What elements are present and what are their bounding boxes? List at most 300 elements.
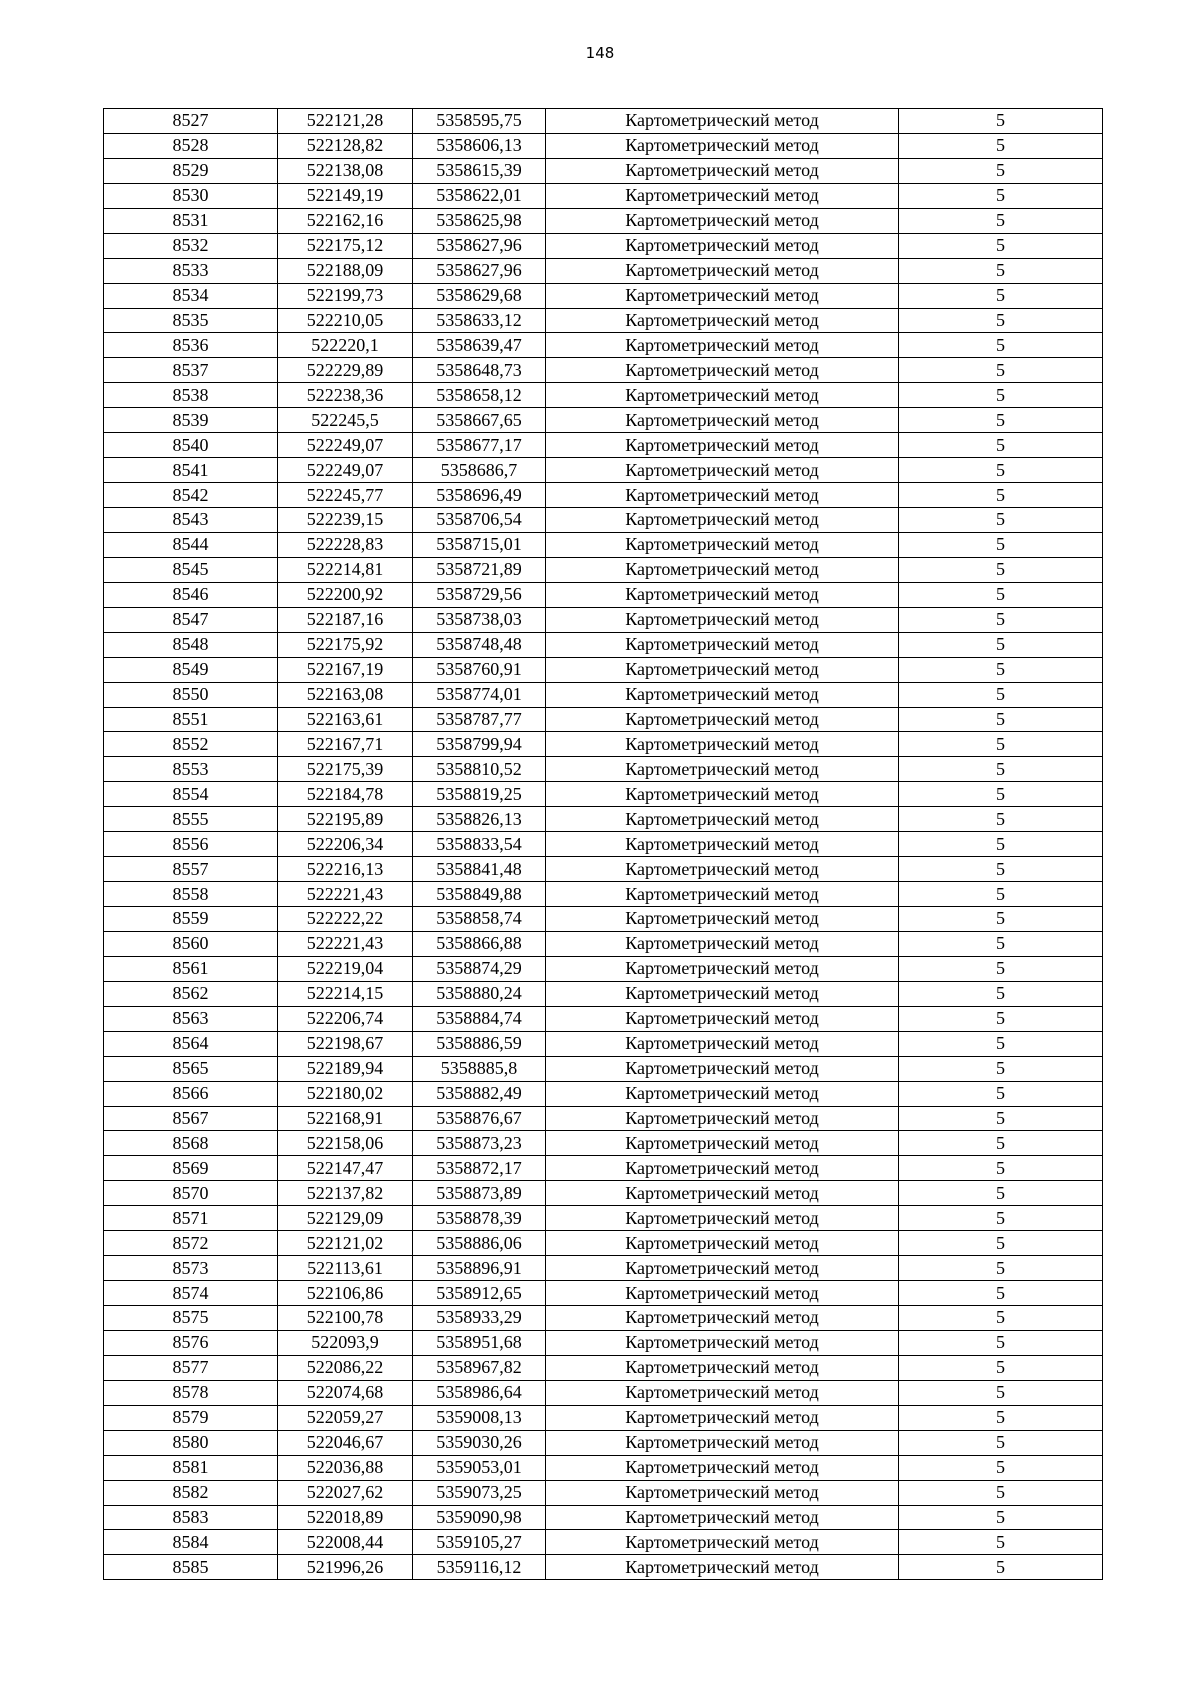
y-coordinate-cell: 5358841,48 [413,857,546,882]
x-coordinate-cell: 522180,02 [278,1081,413,1106]
accuracy-cell: 5 [899,1081,1103,1106]
table-row [104,532,1103,557]
point-number-cell: 8533 [104,258,278,283]
point-number-cell: 8573 [104,1256,278,1281]
table-row [104,1555,1103,1580]
accuracy-cell: 5 [899,607,1103,632]
accuracy-cell: 5 [899,907,1103,932]
x-coordinate-cell: 522138,08 [278,158,413,183]
point-number-cell: 8534 [104,283,278,308]
point-number-cell: 8554 [104,782,278,807]
accuracy-cell: 5 [899,757,1103,782]
point-number-cell: 8579 [104,1405,278,1430]
point-number-cell: 8537 [104,358,278,383]
y-coordinate-cell: 5358677,17 [413,433,546,458]
method-cell: Картометрический метод [546,582,899,607]
y-coordinate-cell: 5358872,17 [413,1156,546,1181]
table-row [104,1505,1103,1530]
method-cell: Картометрический метод [546,308,899,333]
method-cell: Картометрический метод [546,109,899,134]
coordinates-table [103,108,1103,1580]
accuracy-cell: 5 [899,532,1103,557]
table-row [104,557,1103,582]
method-cell: Картометрический метод [546,1380,899,1405]
x-coordinate-cell: 522149,19 [278,183,413,208]
method-cell: Картометрический метод [546,707,899,732]
accuracy-cell: 5 [899,458,1103,483]
y-coordinate-cell: 5358627,96 [413,233,546,258]
table-row [104,408,1103,433]
point-number-cell: 8543 [104,508,278,533]
point-number-cell: 8570 [104,1181,278,1206]
method-cell: Картометрический метод [546,1330,899,1355]
y-coordinate-cell: 5358774,01 [413,682,546,707]
point-number-cell: 8548 [104,632,278,657]
point-number-cell: 8561 [104,956,278,981]
y-coordinate-cell: 5358615,39 [413,158,546,183]
y-coordinate-cell: 5358886,06 [413,1231,546,1256]
x-coordinate-cell: 522199,73 [278,283,413,308]
y-coordinate-cell: 5358896,91 [413,1256,546,1281]
accuracy-cell: 5 [899,1480,1103,1505]
accuracy-cell: 5 [899,1355,1103,1380]
accuracy-cell: 5 [899,408,1103,433]
accuracy-cell: 5 [899,857,1103,882]
point-number-cell: 8575 [104,1306,278,1331]
accuracy-cell: 5 [899,1181,1103,1206]
x-coordinate-cell: 522093,9 [278,1330,413,1355]
point-number-cell: 8563 [104,1006,278,1031]
method-cell: Картометрический метод [546,208,899,233]
accuracy-cell: 5 [899,1530,1103,1555]
point-number-cell: 8555 [104,807,278,832]
point-number-cell: 8564 [104,1031,278,1056]
table-row [104,1156,1103,1181]
y-coordinate-cell: 5359105,27 [413,1530,546,1555]
method-cell: Картометрический метод [546,508,899,533]
table-row [104,1231,1103,1256]
x-coordinate-cell: 522086,22 [278,1355,413,1380]
x-coordinate-cell: 522229,89 [278,358,413,383]
table-row [104,458,1103,483]
y-coordinate-cell: 5358686,7 [413,458,546,483]
method-cell: Картометрический метод [546,1306,899,1331]
y-coordinate-cell: 5359008,13 [413,1405,546,1430]
table-row [104,981,1103,1006]
table-row [104,1306,1103,1331]
table-row [104,283,1103,308]
method-cell: Картометрический метод [546,682,899,707]
method-cell: Картометрический метод [546,1131,899,1156]
table-row [104,109,1103,134]
table-row [104,682,1103,707]
y-coordinate-cell: 5358819,25 [413,782,546,807]
point-number-cell: 8535 [104,308,278,333]
y-coordinate-cell: 5358760,91 [413,657,546,682]
y-coordinate-cell: 5358876,67 [413,1106,546,1131]
x-coordinate-cell: 522027,62 [278,1480,413,1505]
x-coordinate-cell: 522239,15 [278,508,413,533]
x-coordinate-cell: 522175,12 [278,233,413,258]
x-coordinate-cell: 522206,34 [278,832,413,857]
method-cell: Картометрический метод [546,1256,899,1281]
table-row [104,956,1103,981]
method-cell: Картометрический метод [546,532,899,557]
point-number-cell: 8553 [104,757,278,782]
accuracy-cell: 5 [899,158,1103,183]
table-row [104,1056,1103,1081]
x-coordinate-cell: 522168,91 [278,1106,413,1131]
point-number-cell: 8559 [104,907,278,932]
y-coordinate-cell: 5358706,54 [413,508,546,533]
y-coordinate-cell: 5358606,13 [413,133,546,158]
accuracy-cell: 5 [899,1206,1103,1231]
x-coordinate-cell: 522137,82 [278,1181,413,1206]
page-number: 148 [585,44,615,62]
point-number-cell: 8557 [104,857,278,882]
y-coordinate-cell: 5358629,68 [413,283,546,308]
point-number-cell: 8568 [104,1131,278,1156]
accuracy-cell: 5 [899,1156,1103,1181]
table-row [104,358,1103,383]
accuracy-cell: 5 [899,233,1103,258]
accuracy-cell: 5 [899,383,1103,408]
y-coordinate-cell: 5358912,65 [413,1281,546,1306]
table-row [104,1131,1103,1156]
x-coordinate-cell: 522195,89 [278,807,413,832]
point-number-cell: 8540 [104,433,278,458]
table-row [104,782,1103,807]
table-row [104,1455,1103,1480]
x-coordinate-cell: 522245,77 [278,483,413,508]
method-cell: Картометрический метод [546,1281,899,1306]
y-coordinate-cell: 5358696,49 [413,483,546,508]
x-coordinate-cell: 522200,92 [278,582,413,607]
method-cell: Картометрический метод [546,333,899,358]
y-coordinate-cell: 5358799,94 [413,732,546,757]
accuracy-cell: 5 [899,358,1103,383]
point-number-cell: 8528 [104,133,278,158]
accuracy-cell: 5 [899,707,1103,732]
x-coordinate-cell: 522219,04 [278,956,413,981]
table-row [104,1355,1103,1380]
y-coordinate-cell: 5358874,29 [413,956,546,981]
method-cell: Картометрический метод [546,1006,899,1031]
x-coordinate-cell: 522046,67 [278,1430,413,1455]
y-coordinate-cell: 5358826,13 [413,807,546,832]
accuracy-cell: 5 [899,109,1103,134]
point-number-cell: 8541 [104,458,278,483]
point-number-cell: 8580 [104,1430,278,1455]
point-number-cell: 8578 [104,1380,278,1405]
x-coordinate-cell: 522163,61 [278,707,413,732]
method-cell: Картометрический метод [546,233,899,258]
x-coordinate-cell: 522184,78 [278,782,413,807]
method-cell: Картометрический метод [546,956,899,981]
method-cell: Картометрический метод [546,1206,899,1231]
x-coordinate-cell: 522238,36 [278,383,413,408]
accuracy-cell: 5 [899,1131,1103,1156]
y-coordinate-cell: 5358787,77 [413,707,546,732]
point-number-cell: 8536 [104,333,278,358]
method-cell: Картометрический метод [546,807,899,832]
y-coordinate-cell: 5358849,88 [413,882,546,907]
x-coordinate-cell: 522167,71 [278,732,413,757]
y-coordinate-cell: 5358627,96 [413,258,546,283]
y-coordinate-cell: 5359090,98 [413,1505,546,1530]
table-row [104,1206,1103,1231]
y-coordinate-cell: 5358882,49 [413,1081,546,1106]
accuracy-cell: 5 [899,956,1103,981]
method-cell: Картометрический метод [546,1231,899,1256]
accuracy-cell: 5 [899,1505,1103,1530]
point-number-cell: 8577 [104,1355,278,1380]
y-coordinate-cell: 5358873,89 [413,1181,546,1206]
accuracy-cell: 5 [899,1231,1103,1256]
table-row [104,433,1103,458]
x-coordinate-cell: 522214,81 [278,557,413,582]
x-coordinate-cell: 522228,83 [278,532,413,557]
point-number-cell: 8527 [104,109,278,134]
y-coordinate-cell: 5358866,88 [413,931,546,956]
table-row [104,1530,1103,1555]
x-coordinate-cell: 522222,22 [278,907,413,932]
x-coordinate-cell: 522175,92 [278,632,413,657]
accuracy-cell: 5 [899,1430,1103,1455]
table-row [104,807,1103,832]
method-cell: Картометрический метод [546,183,899,208]
method-cell: Картометрический метод [546,981,899,1006]
y-coordinate-cell: 5358625,98 [413,208,546,233]
x-coordinate-cell: 522162,16 [278,208,413,233]
method-cell: Картометрический метод [546,1480,899,1505]
table-row [104,183,1103,208]
table-row [104,707,1103,732]
y-coordinate-cell: 5358622,01 [413,183,546,208]
point-number-cell: 8532 [104,233,278,258]
y-coordinate-cell: 5358715,01 [413,532,546,557]
accuracy-cell: 5 [899,1281,1103,1306]
table-row [104,931,1103,956]
x-coordinate-cell: 522214,15 [278,981,413,1006]
x-coordinate-cell: 522188,09 [278,258,413,283]
method-cell: Картометрический метод [546,857,899,882]
accuracy-cell: 5 [899,657,1103,682]
accuracy-cell: 5 [899,1256,1103,1281]
point-number-cell: 8549 [104,657,278,682]
point-number-cell: 8552 [104,732,278,757]
accuracy-cell: 5 [899,508,1103,533]
method-cell: Картометрический метод [546,1505,899,1530]
table-row [104,732,1103,757]
method-cell: Картометрический метод [546,458,899,483]
y-coordinate-cell: 5358633,12 [413,308,546,333]
x-coordinate-cell: 522175,39 [278,757,413,782]
point-number-cell: 8560 [104,931,278,956]
method-cell: Картометрический метод [546,882,899,907]
accuracy-cell: 5 [899,333,1103,358]
point-number-cell: 8544 [104,532,278,557]
x-coordinate-cell: 522187,16 [278,607,413,632]
point-number-cell: 8567 [104,1106,278,1131]
point-number-cell: 8558 [104,882,278,907]
y-coordinate-cell: 5358810,52 [413,757,546,782]
table-row [104,1081,1103,1106]
table-row [104,1281,1103,1306]
table-row [104,607,1103,632]
method-cell: Картометрический метод [546,1056,899,1081]
method-cell: Картометрический метод [546,408,899,433]
x-coordinate-cell: 522206,74 [278,1006,413,1031]
method-cell: Картометрический метод [546,931,899,956]
method-cell: Картометрический метод [546,1031,899,1056]
x-coordinate-cell: 522008,44 [278,1530,413,1555]
accuracy-cell: 5 [899,782,1103,807]
coordinates-table-body [104,109,1103,1580]
point-number-cell: 8584 [104,1530,278,1555]
y-coordinate-cell: 5358748,48 [413,632,546,657]
x-coordinate-cell: 522158,06 [278,1131,413,1156]
method-cell: Картометрический метод [546,832,899,857]
y-coordinate-cell: 5358858,74 [413,907,546,932]
method-cell: Картометрический метод [546,632,899,657]
method-cell: Картометрический метод [546,732,899,757]
table-row [104,1256,1103,1281]
method-cell: Картометрический метод [546,258,899,283]
accuracy-cell: 5 [899,981,1103,1006]
point-number-cell: 8571 [104,1206,278,1231]
point-number-cell: 8582 [104,1480,278,1505]
x-coordinate-cell: 522210,05 [278,308,413,333]
accuracy-cell: 5 [899,1555,1103,1580]
table-row [104,208,1103,233]
method-cell: Картометрический метод [546,383,899,408]
point-number-cell: 8546 [104,582,278,607]
x-coordinate-cell: 522059,27 [278,1405,413,1430]
method-cell: Картометрический метод [546,657,899,682]
x-coordinate-cell: 522121,28 [278,109,413,134]
table-row [104,1405,1103,1430]
point-number-cell: 8574 [104,1281,278,1306]
point-number-cell: 8572 [104,1231,278,1256]
table-row [104,1181,1103,1206]
x-coordinate-cell: 522129,09 [278,1206,413,1231]
y-coordinate-cell: 5358738,03 [413,607,546,632]
point-number-cell: 8585 [104,1555,278,1580]
x-coordinate-cell: 522245,5 [278,408,413,433]
method-cell: Картометрический метод [546,283,899,308]
method-cell: Картометрический метод [546,1106,899,1131]
point-number-cell: 8576 [104,1330,278,1355]
method-cell: Картометрический метод [546,1405,899,1430]
x-coordinate-cell: 522106,86 [278,1281,413,1306]
point-number-cell: 8565 [104,1056,278,1081]
y-coordinate-cell: 5358667,65 [413,408,546,433]
method-cell: Картометрический метод [546,757,899,782]
table-row [104,832,1103,857]
method-cell: Картометрический метод [546,1455,899,1480]
table-row [104,857,1103,882]
point-number-cell: 8529 [104,158,278,183]
x-coordinate-cell: 522113,61 [278,1256,413,1281]
table-row [104,757,1103,782]
y-coordinate-cell: 5358933,29 [413,1306,546,1331]
y-coordinate-cell: 5358884,74 [413,1006,546,1031]
x-coordinate-cell: 522249,07 [278,458,413,483]
method-cell: Картометрический метод [546,158,899,183]
accuracy-cell: 5 [899,183,1103,208]
accuracy-cell: 5 [899,807,1103,832]
method-cell: Картометрический метод [546,607,899,632]
x-coordinate-cell: 522167,19 [278,657,413,682]
y-coordinate-cell: 5358886,59 [413,1031,546,1056]
x-coordinate-cell: 522216,13 [278,857,413,882]
x-coordinate-cell: 522249,07 [278,433,413,458]
method-cell: Картометрический метод [546,433,899,458]
y-coordinate-cell: 5358873,23 [413,1131,546,1156]
accuracy-cell: 5 [899,1006,1103,1031]
table-row [104,1330,1103,1355]
accuracy-cell: 5 [899,208,1103,233]
x-coordinate-cell: 522221,43 [278,882,413,907]
y-coordinate-cell: 5358658,12 [413,383,546,408]
table-row [104,158,1103,183]
accuracy-cell: 5 [899,1106,1103,1131]
method-cell: Картометрический метод [546,1555,899,1580]
accuracy-cell: 5 [899,133,1103,158]
point-number-cell: 8545 [104,557,278,582]
accuracy-cell: 5 [899,832,1103,857]
table-row [104,1106,1103,1131]
accuracy-cell: 5 [899,1056,1103,1081]
y-coordinate-cell: 5358648,73 [413,358,546,383]
accuracy-cell: 5 [899,882,1103,907]
point-number-cell: 8581 [104,1455,278,1480]
table-row [104,582,1103,607]
y-coordinate-cell: 5358880,24 [413,981,546,1006]
accuracy-cell: 5 [899,1031,1103,1056]
point-number-cell: 8550 [104,682,278,707]
table-row [104,1480,1103,1505]
method-cell: Картометрический метод [546,782,899,807]
y-coordinate-cell: 5359030,26 [413,1430,546,1455]
accuracy-cell: 5 [899,557,1103,582]
table-row [104,882,1103,907]
x-coordinate-cell: 522121,02 [278,1231,413,1256]
table-row [104,1430,1103,1455]
table-row [104,632,1103,657]
point-number-cell: 8538 [104,383,278,408]
x-coordinate-cell: 522189,94 [278,1056,413,1081]
point-number-cell: 8530 [104,183,278,208]
x-coordinate-cell: 522074,68 [278,1380,413,1405]
method-cell: Картометрический метод [546,557,899,582]
method-cell: Картометрический метод [546,1355,899,1380]
y-coordinate-cell: 5358729,56 [413,582,546,607]
table-row [104,333,1103,358]
method-cell: Картометрический метод [546,1081,899,1106]
accuracy-cell: 5 [899,483,1103,508]
x-coordinate-cell: 522018,89 [278,1505,413,1530]
point-number-cell: 8531 [104,208,278,233]
accuracy-cell: 5 [899,433,1103,458]
accuracy-cell: 5 [899,582,1103,607]
point-number-cell: 8583 [104,1505,278,1530]
table-row [104,907,1103,932]
x-coordinate-cell: 521996,26 [278,1555,413,1580]
y-coordinate-cell: 5359073,25 [413,1480,546,1505]
y-coordinate-cell: 5358986,64 [413,1380,546,1405]
